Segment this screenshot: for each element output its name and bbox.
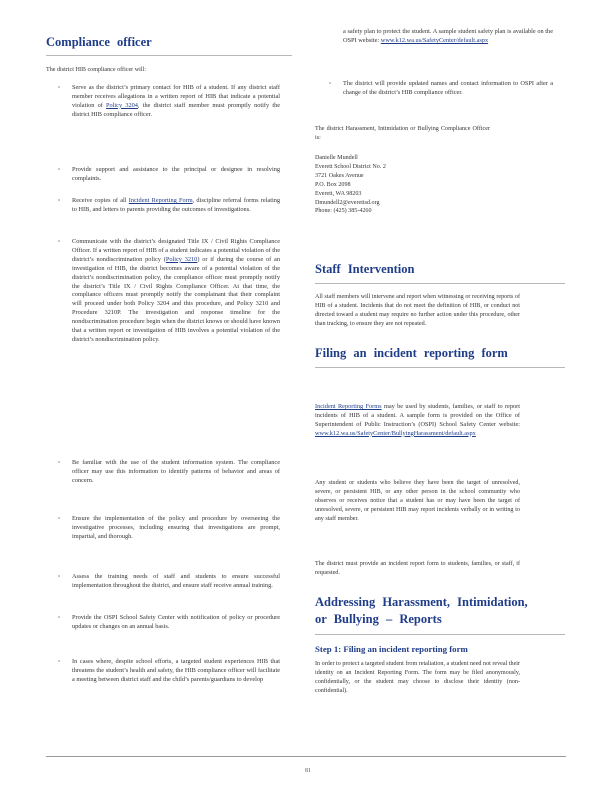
bullet-5: ▫ Be familiar with the use of the student information system. The compliance officer may use this information to identify patterns of behavior and areas of concern.: [58, 459, 280, 484]
contact-org: Everett School District No. 2: [315, 163, 386, 170]
title-rule: [315, 367, 565, 368]
section-title-addressing-1: Addressing Harassment, Intimidation,: [315, 595, 528, 609]
contact-street: 3721 Oakes Avenue: [315, 172, 364, 179]
contact-phone: Phone: (425) 385-4260: [315, 208, 372, 215]
bullet-8: ▫ Provide the OSPI School Safety Center with notification of policy or procedure updates or changes on an annual basis.: [58, 614, 280, 630]
section-title-filing: Filing an incident reporting form: [315, 346, 508, 360]
bullet-1: ▫ Serve as the district’s primary contact for HIB of a student. If any district staff member receives allegations in a written report of HIB that indicate a potential violation of Policy 3204, the district staff member must promptly notify the district HIB compliance officer.: [58, 84, 281, 118]
bullet-mark: ▫: [329, 81, 332, 87]
bullet-mark: ▫: [58, 198, 61, 204]
bullet-mark: ▫: [58, 659, 61, 665]
bullet-mark: ▫: [58, 85, 61, 91]
bullet-mark: ▫: [58, 460, 61, 466]
step-1-text: In order to protect a targeted student from retaliation, a student need not reveal their identity on an Incident Reporting Form. The form may be filed anonymously, confidentially, or the student may choose to disclose their identity (non-confidential).: [315, 661, 520, 694]
district-provide-text: The district must provide an incident report form to students, families, or staff, if requested.: [315, 561, 520, 576]
policy-3204-link[interactable]: Policy 3204: [106, 101, 138, 109]
title-rule: [46, 55, 292, 56]
bullet-6: ▫ Ensure the implementation of the policy and procedure by overseeing the investigative processes, including ensuring that investigations are prompt, impartial, and thorough.: [58, 515, 280, 540]
footer-rule: [46, 756, 566, 757]
bullet-mark: ▫: [58, 574, 61, 580]
contact-email[interactable]: Dmundell2@everettsd.org: [315, 199, 380, 206]
section-title-staff-intervention: Staff Intervention: [315, 262, 415, 276]
bullying-harassment-link[interactable]: www.k12.wa.us/SafetyCenter/BullyingHarassment/default.aspx: [315, 429, 476, 437]
bullet-mark: ▫: [58, 615, 61, 621]
incident-reporting-form-link[interactable]: Incident Reporting Form: [128, 197, 193, 204]
staff-text: All staff members will intervene and report when witnessing or receiving reports of HIB of a student. Incidents that do not meet the definition of HIB, or conduct not directed toward a student may require no further action under this procedure, other than tracking, to ensure they are not repeated.: [315, 294, 520, 327]
incident-reporting-forms-link[interactable]: Incident Reporting Forms: [315, 403, 382, 410]
bullet-mark: ▫: [58, 516, 61, 522]
bullet-4: ▫ Communicate with the district’s designated Title IX / Civil Rights Compliance Officer. If a written report of HIB of a student indicates a potential violation of the district’s nondiscrimination policy (Policy 3210) or if during the course of an investigation of HIB, the district becomes aware of a potential violation of the district’s nondiscrimination policy, the compliance officer must promptly notify the district’s Title IX / Civil Rights Compliance Officer. At that time, the compliance officers must promptly notify the complainant that their complaint will proceed under both Policy 3204 and this procedure, and Policy 3210 and Procedure 3210P. The investigation and response timeline for the nondiscrimination procedure begin when the district knows or should have known that a written report or investigation of HIB involves a potential violation of the district’s nondiscrimination policy.: [58, 238, 281, 343]
title-rule: [315, 283, 565, 284]
bullet-7: ▫ Assess the training needs of staff and students to ensure successful implementation throughout the district, and ensure staff receive annual training.: [58, 573, 280, 589]
section-title-compliance-officer: Compliance officer: [46, 35, 152, 49]
step-1-title: Step 1: Filing an incident reporting form: [315, 644, 468, 654]
contact-pobox: P.O. Box 2098: [315, 181, 351, 188]
bullet-2: ▫ Provide support and assistance to the principal or designee in resolving complaints.: [58, 166, 280, 182]
contact-block: [315, 154, 465, 216]
bullet-mark: ▫: [58, 239, 61, 245]
policy-3210-link[interactable]: Policy 3210: [165, 255, 198, 263]
officer-intro: The district Harassment, Intimidation or Bullying Compliance Officer is:: [315, 126, 490, 141]
page-number: 81: [305, 768, 311, 774]
bullet-3: ▫ Receive copies of all Incident Reporting Form, discipline referral forms relating to HIB, and letters to parents providing the outcomes of investigations.: [58, 197, 280, 213]
any-student-text: Any student or students who believe they have been the target of unresolved, severe, or persistent HIB, or any other person in the school community who observes or receives notice that a student has or may have been the target of unresolved, severe, or persistent HIB may report incidents verbally or in writing to any staff member.: [315, 480, 520, 522]
contact-name: Danielle Mundell: [315, 155, 358, 161]
bullet-update-osp: ▫ The district will provide updated names and contact information to OSPI after a change of the district’s HIB compliance officer.: [329, 80, 553, 96]
filing-text: Incident Reporting Forms may be used by students, families, or staff to report incidents of HIB of a student. A sample form is provided on the Office of Superintendent of Public Instruction’s (OSPI) School Safety Center website: www.k12.wa.us/SafetyCenter/BullyingHarassment/default.aspx: [315, 403, 520, 437]
contact-city: Everett, WA 98203: [315, 190, 362, 197]
safety-center-link[interactable]: www.k12.wa.us/SafetyCenter/default.aspx: [380, 36, 489, 44]
title-rule: [315, 634, 565, 635]
bullet-mark: ▫: [58, 167, 61, 173]
intro-text: The district HIB compliance officer will:: [46, 67, 146, 73]
safety-plan-continuation: a safety plan to protect the student. A sample student safety plan is available on the OSPI website: www.k12.wa.us/SafetyCenter/default.aspx: [343, 28, 553, 44]
section-title-addressing-2: or Bullying – Reports: [315, 612, 442, 626]
bullet-9: ▫ In cases where, despite school efforts, a targeted student experiences HIB that threatens the student’s health and safety, the HIB compliance officer will facilitate a meeting between district staff and the child’s parents/guardians to develop: [58, 658, 280, 683]
